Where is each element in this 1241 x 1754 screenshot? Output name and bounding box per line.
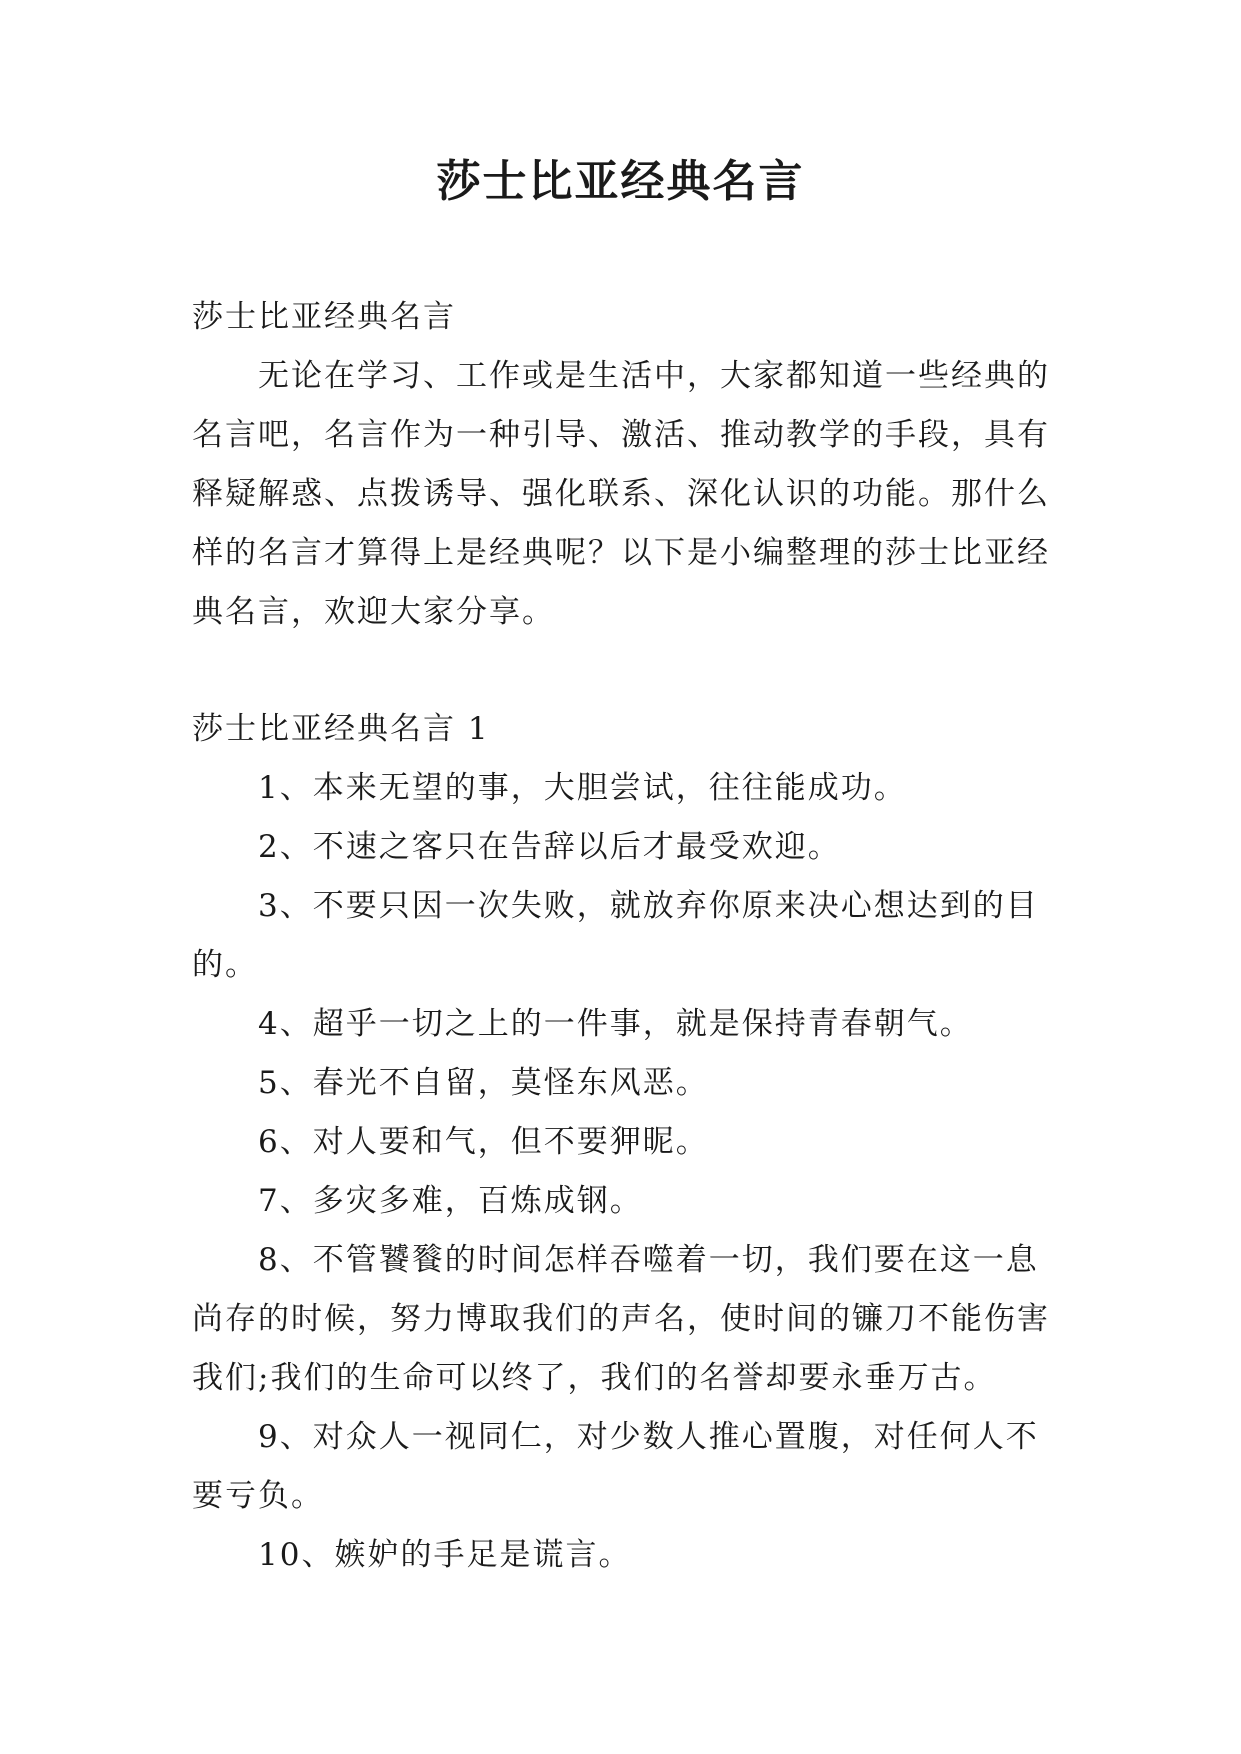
section-heading: 莎士比亚经典名言 1 (192, 711, 490, 747)
quote-item: 10、嫉妒的手足是谎言。 (258, 1537, 632, 1573)
paragraph-gap (192, 642, 1062, 700)
quote-item: 1、本来无望的事，大胆尝试，往往能成功。 (258, 770, 907, 806)
quote-item: 3、不要只因一次失败，就放弃你原来决心想达到的目的。 (192, 888, 1039, 983)
quote-item: 5、春光不自留，莫怪东风恶。 (258, 1065, 709, 1101)
document-title: 莎士比亚经典名言 (436, 156, 805, 207)
document-body (192, 288, 1062, 1585)
subtitle: 莎士比亚经典名言 (192, 299, 456, 335)
quote-item: 2、不速之客只在告辞以后才最受欢迎。 (258, 829, 841, 865)
quote-item: 4、超乎一切之上的一件事，就是保持青春朝气。 (258, 1006, 973, 1042)
quote-item: 6、对人要和气，但不要狎昵。 (258, 1124, 709, 1160)
quote-item: 8、不管饕餮的时间怎样吞噬着一切，我们要在这一息尚存的时候，努力博取我们的声名，使时间的镰刀不能伤害我们;我们的生命可以终了，我们的名誉却要永垂万古。 (192, 1242, 1050, 1396)
quote-item: 7、多灾多难，百炼成钢。 (258, 1183, 643, 1219)
intro-paragraph: 无论在学习、工作或是生活中，大家都知道一些经典的名言吧，名言作为一种引导、激活、推动教学的手段，具有释疑解惑、点拨诱导、强化联系、深化认识的功能。那什么样的名言才算得上是经典呢？以下是小编整理的莎士比亚经典名言，欢迎大家分享。 (192, 358, 1050, 630)
quote-item: 9、对众人一视同仁，对少数人推心置腹，对任何人不要亏负。 (192, 1419, 1039, 1514)
